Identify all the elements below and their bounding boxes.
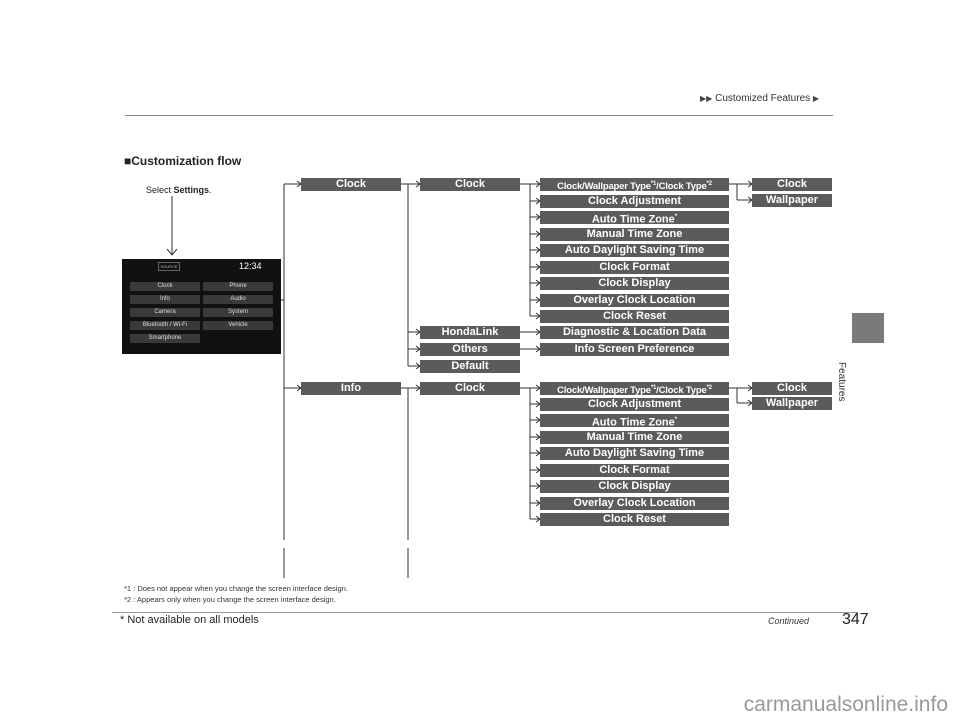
breadcrumb-label: Customized Features [715,93,811,104]
flow-box-clock-display: Clock Display [540,277,729,290]
flow-box-clock-format: Clock Format [540,261,729,274]
instruction-text: Select Settings. [146,185,212,195]
screen-clock: 12:34 [239,261,262,271]
triangle-right-icon: ▶▶ [700,94,713,103]
flow-box-clock-adjustment: Clock Adjustment [540,195,729,208]
flow-box-auto-time-zone: Auto Time Zone* [540,414,729,427]
flow-box-overlay-clock-location: Overlay Clock Location [540,497,729,510]
screen-button-audio: Audio [203,295,273,304]
flow-box-type-wallpaper: Wallpaper [752,397,832,410]
flow-box-auto-dst: Auto Daylight Saving Time [540,447,729,460]
source-button: SOURCE [158,262,180,271]
footnote-2: *2 : Appears only when you change the screen interface design. [124,595,336,604]
flow-box-clock-reset: Clock Reset [540,310,729,323]
flow-box-clock-display: Clock Display [540,480,729,493]
screen-button-phone: Phone [203,282,273,291]
settings-screen-image [122,259,281,354]
flow-box-clock-format: Clock Format [540,464,729,477]
flow-box-clock: Clock [301,178,401,191]
flow-box-default: Default [420,360,520,373]
flow-box-clock-wallpaper-type: Clock/Wallpaper Type$^{*1}$/Clock Type$^{*2}$ [540,382,729,395]
screen-button-bluetooth-wifi: Bluetooth / Wi-Fi [130,321,200,330]
screen-button-smartphone: Smartphone [130,334,200,343]
continued-label: Continued [768,616,810,626]
flow-box-type-clock: Clock [752,382,832,395]
watermark: carmanualsonline.info [743,693,948,716]
flow-box-auto-time-zone: Auto Time Zone* [540,211,729,224]
flow-box-clock-sub: Clock [420,178,520,191]
screen-button-vehicle: Vehicle [203,321,273,330]
flow-box-type-clock: Clock [752,178,832,191]
section-tab-label: Features [836,362,847,402]
flow-box-manual-time-zone: Manual Time Zone [540,431,729,444]
availability-note: * Not available on all models [120,614,259,626]
flow-box-clock-adjustment: Clock Adjustment [540,398,729,411]
flow-box-auto-dst: Auto Daylight Saving Time [540,244,729,257]
triangle-right-icon: ▶ [812,94,820,103]
section-title: ■Customization flow [124,154,242,168]
screen-button-camera: Camera [130,308,200,317]
flow-box-others: Others [420,343,520,356]
flow-box-hondalink: HondaLink [420,326,520,339]
flow-box-info-clock: Clock [420,382,520,395]
footnote-1: *1 : Does not appear when you change the screen interface design. [124,584,348,593]
flow-box-type-wallpaper: Wallpaper [752,194,832,207]
flow-box-clock-reset: Clock Reset [540,513,729,526]
flow-box-clock-wallpaper-type: Clock/Wallpaper Type$^{*1}$/Clock Type$^{*2}$ [540,178,729,191]
screen-button-clock: Clock [130,282,200,291]
flow-box-info-screen-preference: Info Screen Preference [540,343,729,356]
screen-button-info: Info [130,295,200,304]
flow-box-manual-time-zone: Manual Time Zone [540,228,729,241]
flow-box-diagnostic-location: Diagnostic & Location Data [540,326,729,339]
square-bullet-icon: ■ [124,154,132,168]
flow-box-info: Info [301,382,401,395]
flow-box-overlay-clock-location: Overlay Clock Location [540,294,729,307]
page-number: 347 [842,611,869,628]
screen-button-system: System [203,308,273,317]
